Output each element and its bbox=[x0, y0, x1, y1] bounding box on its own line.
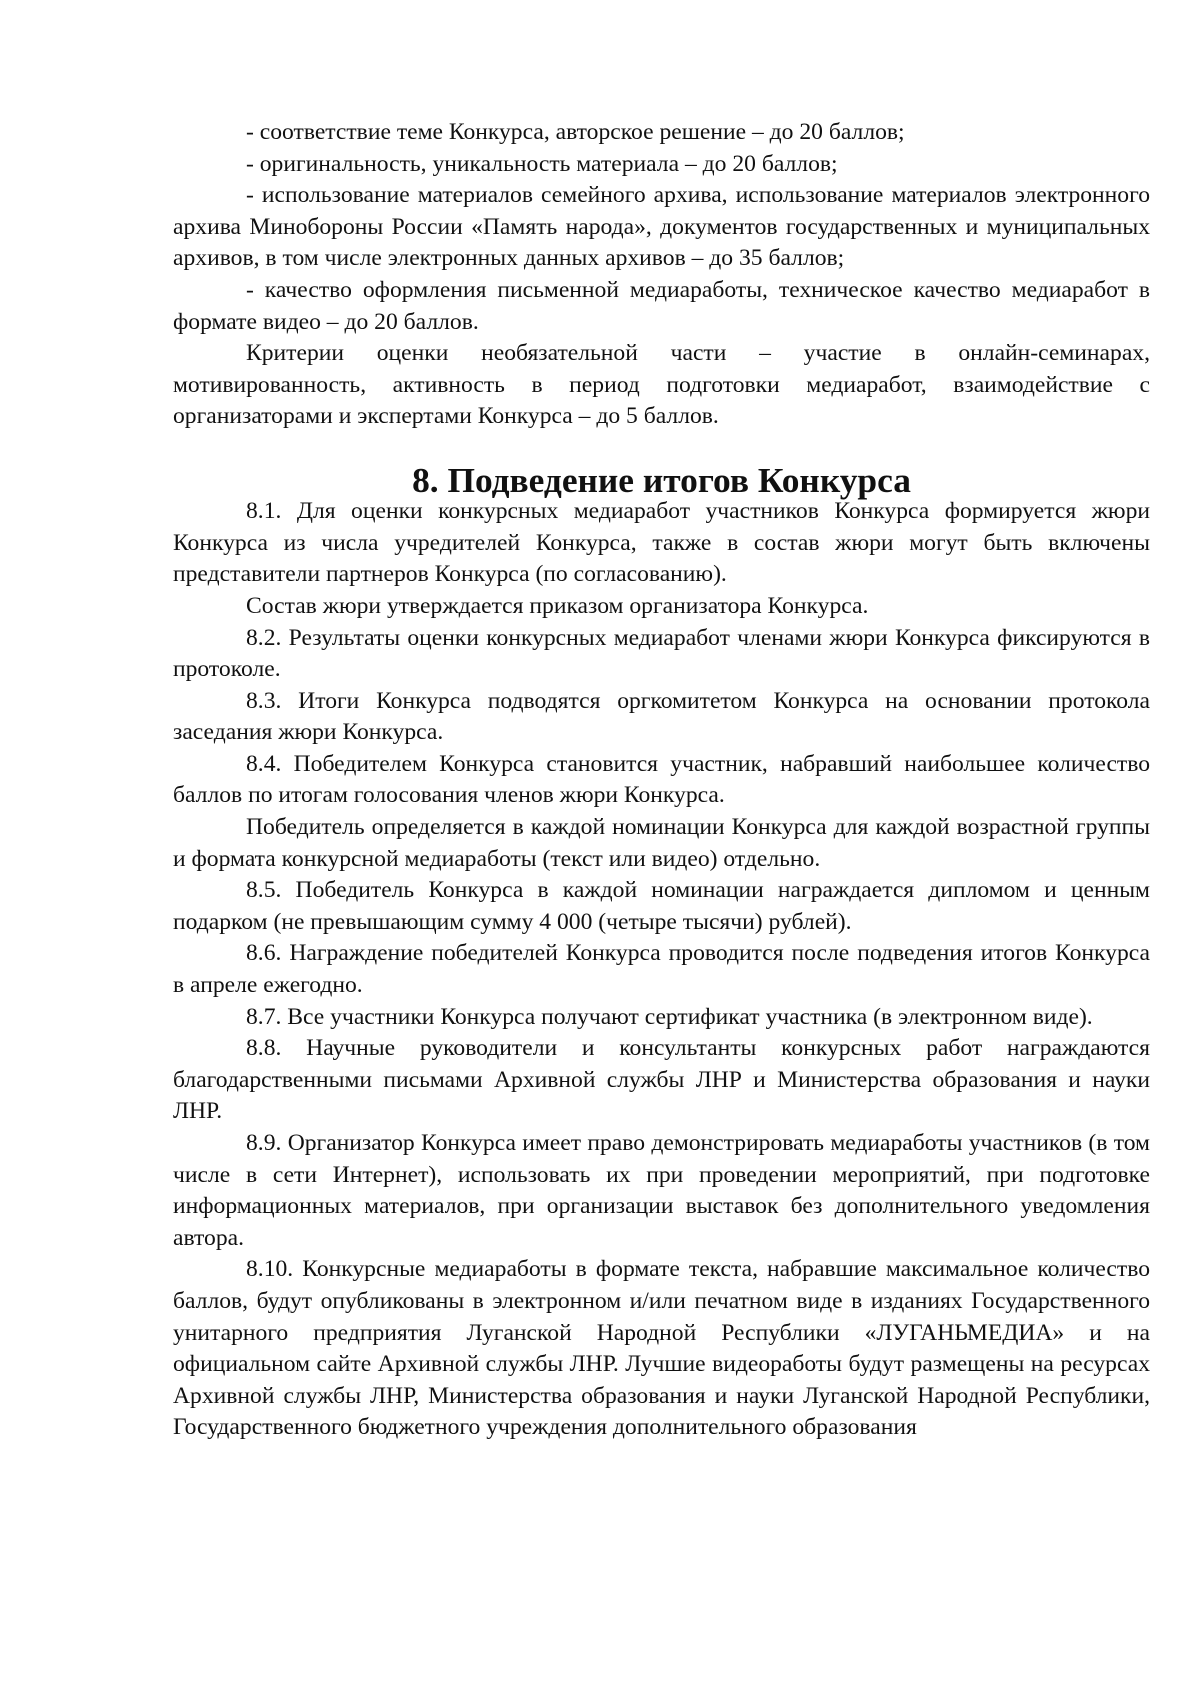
section-heading: 8. Подведение итогов Конкурса bbox=[412, 459, 911, 500]
criterion-item: - использование материалов семейного архива, использование материалов электронного архива Минобороны России «Память народа», документов государственных и муниципальных архивов, в том числе электронных данных архивов – до 35 баллов; bbox=[173, 182, 1150, 272]
criterion-item: - качество оформления письменной медиаработы, техническое качество медиаработ в формате видео – до 20 баллов. bbox=[173, 276, 1150, 335]
section-paragraph: 8.5. Победитель Конкурса в каждой номинации награждается дипломом и ценным подарком (не превышающим сумму 4 000 (четыре тысячи) рублей). bbox=[173, 877, 1150, 935]
section-paragraph: 8.9. Организатор Конкурса имеет право демонстрировать медиаработы участников (в том числе в сети Интернет), использовать их при проведении мероприятий, при подготовке информационных материалов, при организации выставок без дополнительного уведомления автора. bbox=[173, 1130, 1150, 1251]
document-page bbox=[173, 117, 1150, 1444]
criterion-item: - соответствие теме Конкурса, авторское решение – до 20 баллов; bbox=[246, 119, 905, 145]
section-paragraph: 8.1. Для оценки конкурсных медиаработ участников Конкурса формируется жюри Конкурса из числа учредителей Конкурса, также в состав жюри могут быть включены представители партнеров Конкурса (по согласованию). bbox=[173, 498, 1150, 588]
section-paragraph: 8.6. Награждение победителей Конкурса проводится после подведения итогов Конкурса в апреле ежегодно. bbox=[173, 940, 1150, 999]
section-paragraph: 8.10. Конкурсные медиаработы в формате текста, набравшие максимальное количество баллов, будут опубликованы в электронном и/или печатном виде в изданиях Государственного унитарного предприятия Луганской Народной Республики «ЛУГАНЬМЕДИА» и на официальном сайте Архивной службы ЛНР. Лучшие видеоработы будут размещены на ресурсах Архивной службы ЛНР, Министерства образования и науки Луганской Народной Республики, Государственного бюджетного учреждения дополнительного образования bbox=[173, 1256, 1150, 1441]
section-paragraph: Состав жюри утверждается приказом организатора Конкурса. bbox=[246, 592, 869, 619]
section-paragraph: 8.2. Результаты оценки конкурсных медиаработ членами жюри Конкурса фиксируются в протоколе. bbox=[173, 624, 1150, 683]
section-paragraph: Победитель определяется в каждой номинации Конкурса для каждой возрастной группы и формата конкурсной медиаработы (текст или видео) отдельно. bbox=[173, 814, 1150, 872]
section-paragraph: 8.4. Победителем Конкурса становится участник, набравший наибольшее количество баллов по итогам голосования членов жюри Конкурса. bbox=[173, 750, 1150, 809]
section-paragraph: 8.7. Все участники Конкурса получают сертификат участника (в электронном виде). bbox=[246, 1003, 1093, 1030]
section-paragraph: 8.3. Итоги Конкурса подводятся оргкомитетом Конкурса на основании протокола заседания жюри Конкурса. bbox=[173, 687, 1150, 746]
criterion-item: - оригинальность, уникальность материала – до 20 баллов; bbox=[246, 150, 838, 177]
criteria-optional-paragraph: Критерии оценки необязательной части – участие в онлайн-семинарах, мотивированность, активность в период подготовки медиаработ, взаимодействие с организаторами и экспертами Конкурса – до 5 баллов. bbox=[173, 340, 1150, 430]
section-paragraph: 8.8. Научные руководители и консультанты конкурсных работ награждаются благодарственными письмами Архивной службы ЛНР и Министерства образования и науки ЛНР. bbox=[173, 1035, 1150, 1125]
